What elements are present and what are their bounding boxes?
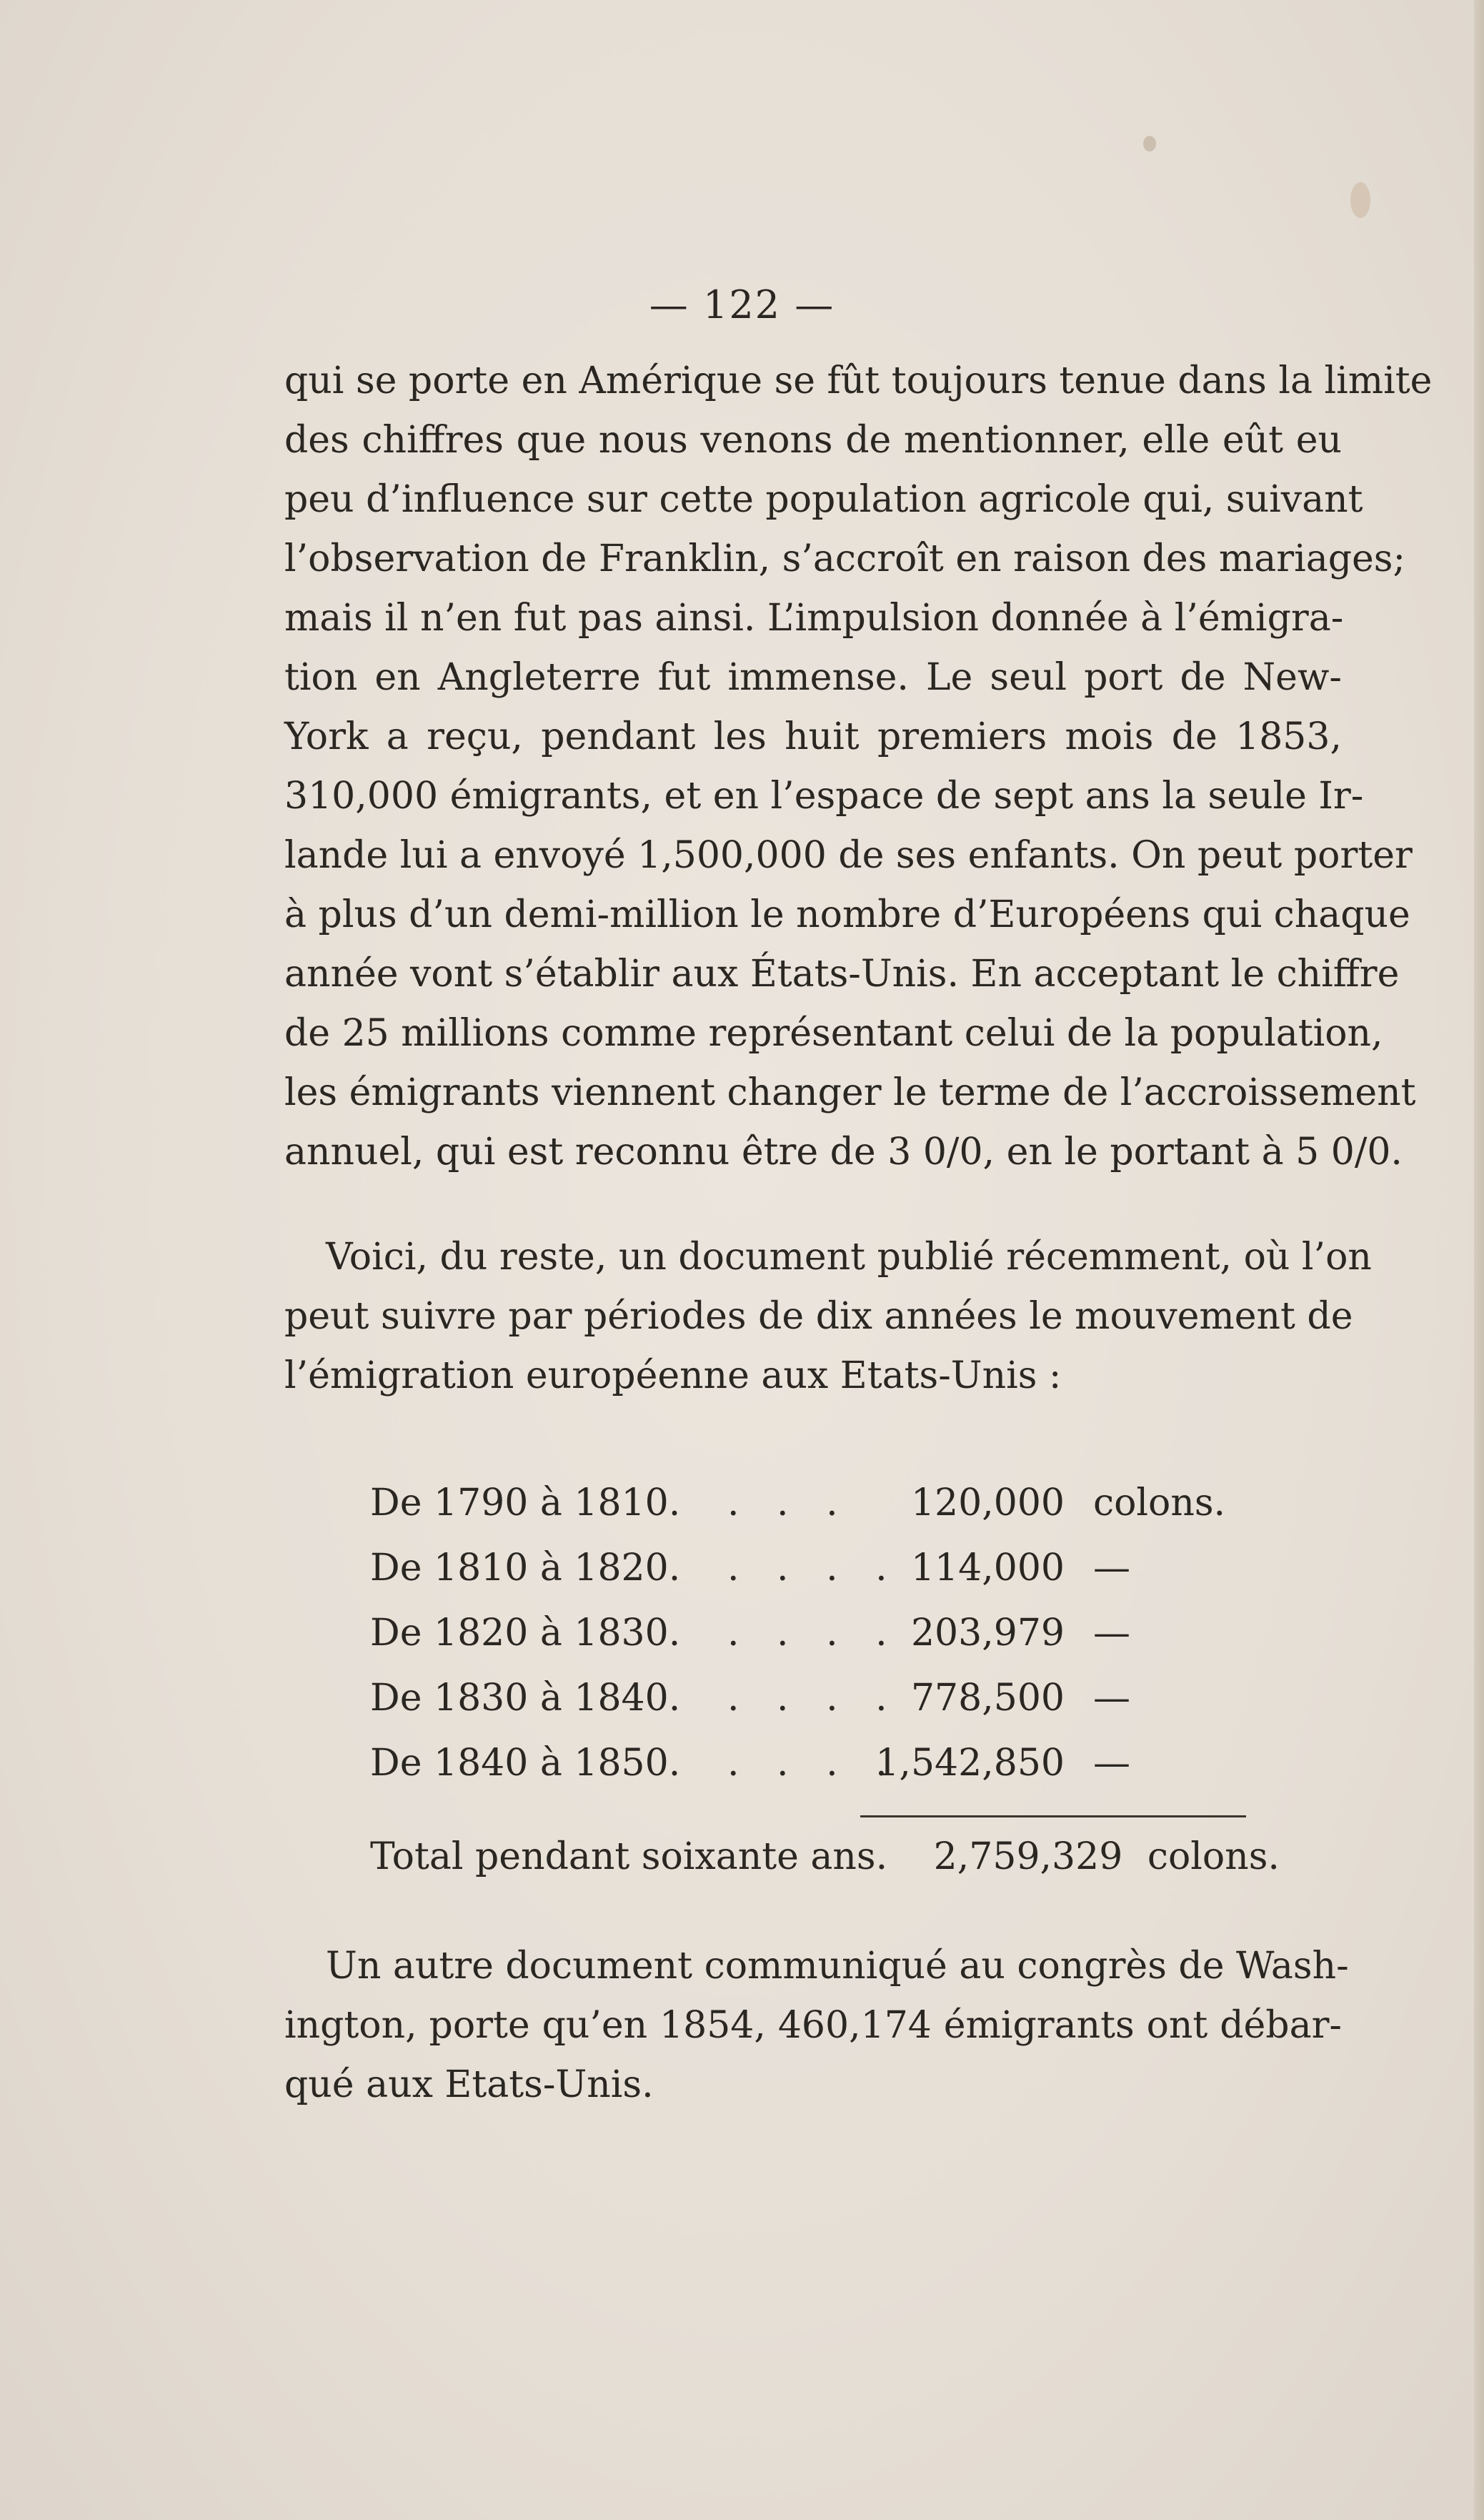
period-cell: De 1820 à 1830. — [370, 1612, 681, 1655]
paragraph-2 — [284, 1228, 1372, 1406]
value-cell: 114,000 — [910, 1547, 1065, 1589]
text-line: lande lui a envoyé 1,500,000 de ses enfants. On peut porter — [284, 834, 1413, 877]
text-line: qué aux Etats-Unis. — [284, 2063, 654, 2106]
text-line: des chiffres que nous venons de mentionner, elle eût eu — [284, 419, 1342, 462]
leader-dots: . . . . — [727, 1677, 900, 1720]
text-line: mais il n’en fut pas ainsi. L’impulsion donnée à l’émigra- — [284, 597, 1344, 640]
text-line: peu d’influence sur cette population agricole qui, suivant — [284, 478, 1363, 521]
period-cell: De 1810 à 1820. — [370, 1547, 681, 1589]
text-line: qui se porte en Amérique se fût toujours tenue dans la limite — [284, 359, 1433, 402]
text-line: Un autre document communiqué au congrès de Wash- — [326, 1945, 1349, 1988]
table-row — [364, 1536, 1265, 1601]
text-line: York a reçu, pendant les huit premiers mois de 1853, — [284, 715, 1342, 758]
table-row — [364, 1601, 1265, 1666]
period-cell: De 1790 à 1810. — [370, 1482, 681, 1524]
unit-cell: — — [1093, 1612, 1130, 1655]
total-row — [370, 1828, 1280, 1885]
page-edge — [1474, 0, 1484, 2520]
text-line: les émigrants viennent changer le terme de l’accroissement — [284, 1071, 1416, 1114]
text-line: l’observation de Franklin, s’accroît en raison des mariages; — [284, 537, 1405, 580]
text-line: ington, porte qu’en 1854, 460,174 émigrants ont débar- — [284, 2004, 1342, 2047]
sum-rule — [860, 1815, 1246, 1817]
leader-dots: . . . — [727, 1482, 851, 1524]
table-row — [364, 1666, 1265, 1731]
total-value: 2,759,329 — [933, 1835, 1123, 1878]
paragraph-1 — [284, 352, 1433, 1182]
text-line: Voici, du reste, un document publié récemment, où l’on — [326, 1236, 1372, 1279]
value-cell: 778,500 — [910, 1677, 1065, 1720]
text-line: 310,000 émigrants, et en l’espace de sept ans la seule Ir- — [284, 775, 1364, 818]
text-line: année vont s’établir aux États-Unis. En acceptant le chiffre — [284, 953, 1400, 996]
text-line: de 25 millions comme représentant celui de la population, — [284, 1012, 1383, 1055]
value-cell: 203,979 — [910, 1612, 1065, 1655]
table-row — [364, 1731, 1265, 1796]
text-line: peut suivre par périodes de dix années le mouvement de — [284, 1295, 1353, 1338]
paragraph-3 — [284, 1937, 1349, 2115]
unit-cell: — — [1093, 1677, 1130, 1720]
unit-cell: colons. — [1093, 1482, 1226, 1524]
total-unit: colons. — [1147, 1835, 1280, 1878]
value-cell: 1,542,850 — [875, 1742, 1065, 1785]
unit-cell: — — [1093, 1547, 1130, 1589]
period-cell: De 1830 à 1840. — [370, 1677, 681, 1720]
value-cell: 120,000 — [910, 1482, 1065, 1524]
leader-dots: . . . . — [727, 1547, 900, 1589]
text-line: l’émigration européenne aux Etats-Unis : — [284, 1354, 1062, 1397]
paper-stain — [1143, 136, 1156, 152]
paper-stain — [1350, 182, 1370, 218]
page-number: — 122 — — [649, 282, 835, 327]
table-row — [364, 1471, 1265, 1536]
text-line: à plus d’un demi-million le nombre d’Européens qui chaque — [284, 893, 1410, 936]
leader-dots: . . . . — [727, 1612, 900, 1655]
text-line: tion en Angleterre fut immense. Le seul port de New- — [284, 656, 1342, 699]
unit-cell: — — [1093, 1742, 1130, 1785]
leader-dots: . . . . — [727, 1742, 900, 1785]
period-cell: De 1840 à 1850. — [370, 1742, 681, 1785]
total-label: Total pendant soixante ans. — [370, 1835, 888, 1878]
emigration-table — [364, 1471, 1265, 1796]
text-line: annuel, qui est reconnu être de 3 0/0, en le portant à 5 0/0. — [284, 1131, 1403, 1174]
